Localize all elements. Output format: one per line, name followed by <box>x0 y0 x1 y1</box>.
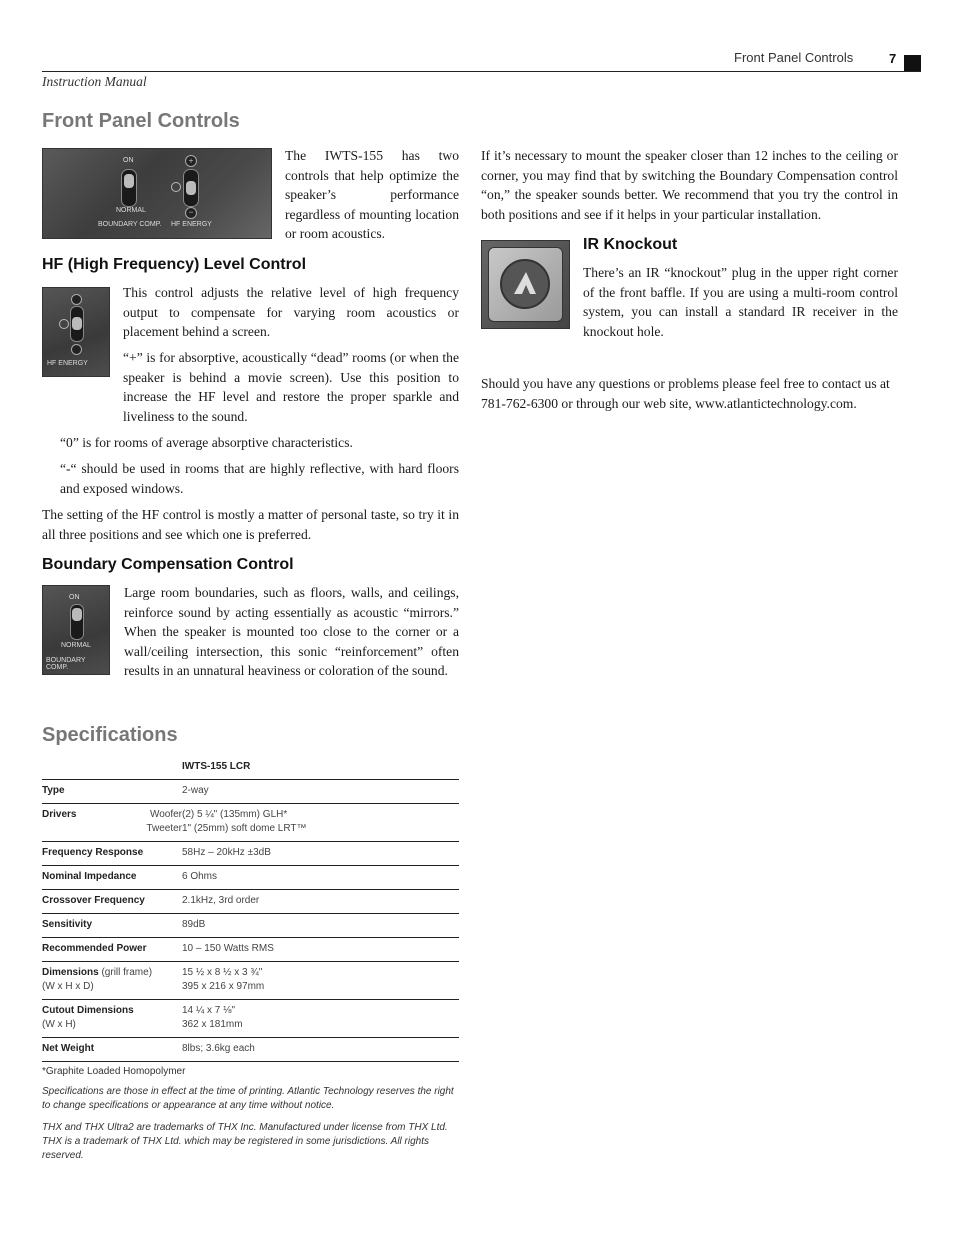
spec-power-label: Recommended Power <box>42 938 182 962</box>
hf-minus-knob: − <box>185 207 197 219</box>
ir-knockout-photo <box>481 240 570 329</box>
specifications-heading: Specifications <box>42 724 178 746</box>
spec-sensitivity-label: Sensitivity <box>42 914 182 938</box>
boundary-continued-paragraph: If it’s necessary to mount the speaker closer than 12 inches to the ceiling or corner, you may find that by switching the Boundary Compensation control “on,” the speaker sounds better. We recommend that you try the control in both positions and see if it helps in your particular installation. <box>481 148 898 222</box>
spec-dimensions-label: Dimensions <box>42 967 99 978</box>
spec-tweeter-value: 1" (25mm) soft dome LRT™ <box>182 823 307 834</box>
ir-knockout-heading: IR Knockout <box>583 236 678 253</box>
spec-model: IWTS-155 LCR <box>182 756 459 780</box>
spec-woofer-label: Woofer <box>149 809 182 820</box>
hf-paragraph-1: This control adjusts the relative level of high frequency output to compensate for varying room acoustics or placement behind a screen. <box>123 285 459 339</box>
spec-dimensions-sub: (grill frame) <box>98 967 153 978</box>
hf-paragraph-5: The setting of the HF control is mostly a matter of personal taste, so try it in all three positions and see which one is preferred. <box>42 507 459 542</box>
spec-dimensions-sub2: (W x H x D) <box>42 981 94 992</box>
photo-label-normal: NORMAL <box>116 207 146 214</box>
hf-paragraph-4: “-“ should be used in rooms that are highly reflective, with hard floors and exposed windows. <box>60 461 459 496</box>
specifications-table <box>42 756 459 1077</box>
spec-dimensions-value-metric: 395 x 216 x 97mm <box>182 981 265 992</box>
spec-cutout-label: Cutout Dimensions <box>42 1005 134 1016</box>
spec-woofer-value: (2) 5 ¼" (135mm) GLH* <box>182 809 288 820</box>
spec-disclaimer-1: Specifications are those in effect at the time of printing. Atlantic Technology reserves the right to change specifications or appearance at any time without notice. <box>42 1086 454 1111</box>
spec-crossover-value: 2.1kHz, 3rd order <box>182 890 459 914</box>
running-header: Front Panel Controls <box>734 50 854 65</box>
spec-weight-label: Net Weight <box>42 1038 182 1062</box>
boundary-switch <box>121 169 137 207</box>
spec-drivers-label: Drivers <box>42 809 77 820</box>
spec-type-value: 2-way <box>182 780 459 804</box>
hf-control-photo: HF ENERGY <box>42 287 110 377</box>
hf-plus-knob: + <box>185 155 197 167</box>
photo-label-boundary: BOUNDARY COMP. <box>98 221 162 228</box>
spec-impedance-label: Nominal Impedance <box>42 866 182 890</box>
manual-label: Instruction Manual <box>42 74 147 89</box>
boundary-control-photo: ON NORMAL BOUNDARY COMP. <box>42 585 110 675</box>
spec-sensitivity-value: 89dB <box>182 914 459 938</box>
hf-switch <box>183 169 199 207</box>
spec-power-value: 10 – 150 Watts RMS <box>182 938 459 962</box>
photo-label-on: ON <box>123 157 134 164</box>
photo-label-hf: HF ENERGY <box>171 221 212 228</box>
spec-frequency-value: 58Hz – 20kHz ±3dB <box>182 842 459 866</box>
hf-zero-knob <box>171 182 181 192</box>
spec-cutout-value-metric: 362 x 181mm <box>182 1019 243 1030</box>
front-panel-photo <box>42 148 272 239</box>
spec-disclaimer-2: THX and THX Ultra2 are trademarks of THX Inc. Manufactured under license from THX Ltd. THX is a trademark of THX Ltd. which may be registered in some jurisdictions. All rights reserved. <box>42 1122 448 1161</box>
header-rule <box>42 71 921 72</box>
spec-crossover-label: Crossover Frequency <box>42 890 182 914</box>
boundary-paragraph: Large room boundaries, such as floors, walls, and ceilings, reinforce sound by acting essentially as acoustic “mirrors.” When the speaker is mounted too close to the corner or a wall/ceiling intersection, this sonic “reinforcement” often results in an unnatural heaviness or coloration of the sound. <box>124 585 459 678</box>
hf-paragraph-2: “+” is for absorptive, acoustically “dead” rooms (or when the speaker is behind a movie screen). Use this position to increase the HF level and restore the proper sparkle and liveliness to the sound. <box>123 350 459 424</box>
spec-cutout-sub: (W x H) <box>42 1019 76 1030</box>
ir-knockout-paragraph: There’s an IR “knockout” plug in the upper right corner of the front baffle. If you are using a multi-room control system, you can install a standard IR receiver in the knockout hole. <box>583 265 898 339</box>
front-panel-heading: Front Panel Controls <box>42 110 240 132</box>
spec-frequency-label: Frequency Response <box>42 842 182 866</box>
spec-footnote: *Graphite Loaded Homopolymer <box>42 1066 186 1077</box>
spec-weight-value: 8lbs; 3.6kg each <box>182 1038 459 1062</box>
spec-cutout-value-imperial: 14 ¼ x 7 ⅛" <box>182 1005 236 1016</box>
spec-type-label: Type <box>42 780 182 804</box>
hf-paragraph-3: “0” is for rooms of average absorptive characteristics. <box>60 435 353 450</box>
spec-tweeter-label: Tweeter <box>146 823 182 834</box>
ir-logo-icon <box>500 259 550 309</box>
contact-paragraph: Should you have any questions or problems please feel free to contact us at 781-762-6300 or through our web site, www.atlantictechnology.com. <box>481 376 890 411</box>
spec-dimensions-value-imperial: 15 ½ x 8 ½ x 3 ¾" <box>182 967 263 978</box>
spec-impedance-value: 6 Ohms <box>182 866 459 890</box>
page-marker-block <box>904 55 921 72</box>
hf-heading: HF (High Frequency) Level Control <box>42 256 307 273</box>
page-number: 7 <box>889 51 897 66</box>
front-panel-intro: The IWTS-155 has two controls that help optimize the speaker’s performance regardless of mounting location or room acoustics. <box>285 148 459 241</box>
boundary-heading: Boundary Compensation Control <box>42 556 294 573</box>
